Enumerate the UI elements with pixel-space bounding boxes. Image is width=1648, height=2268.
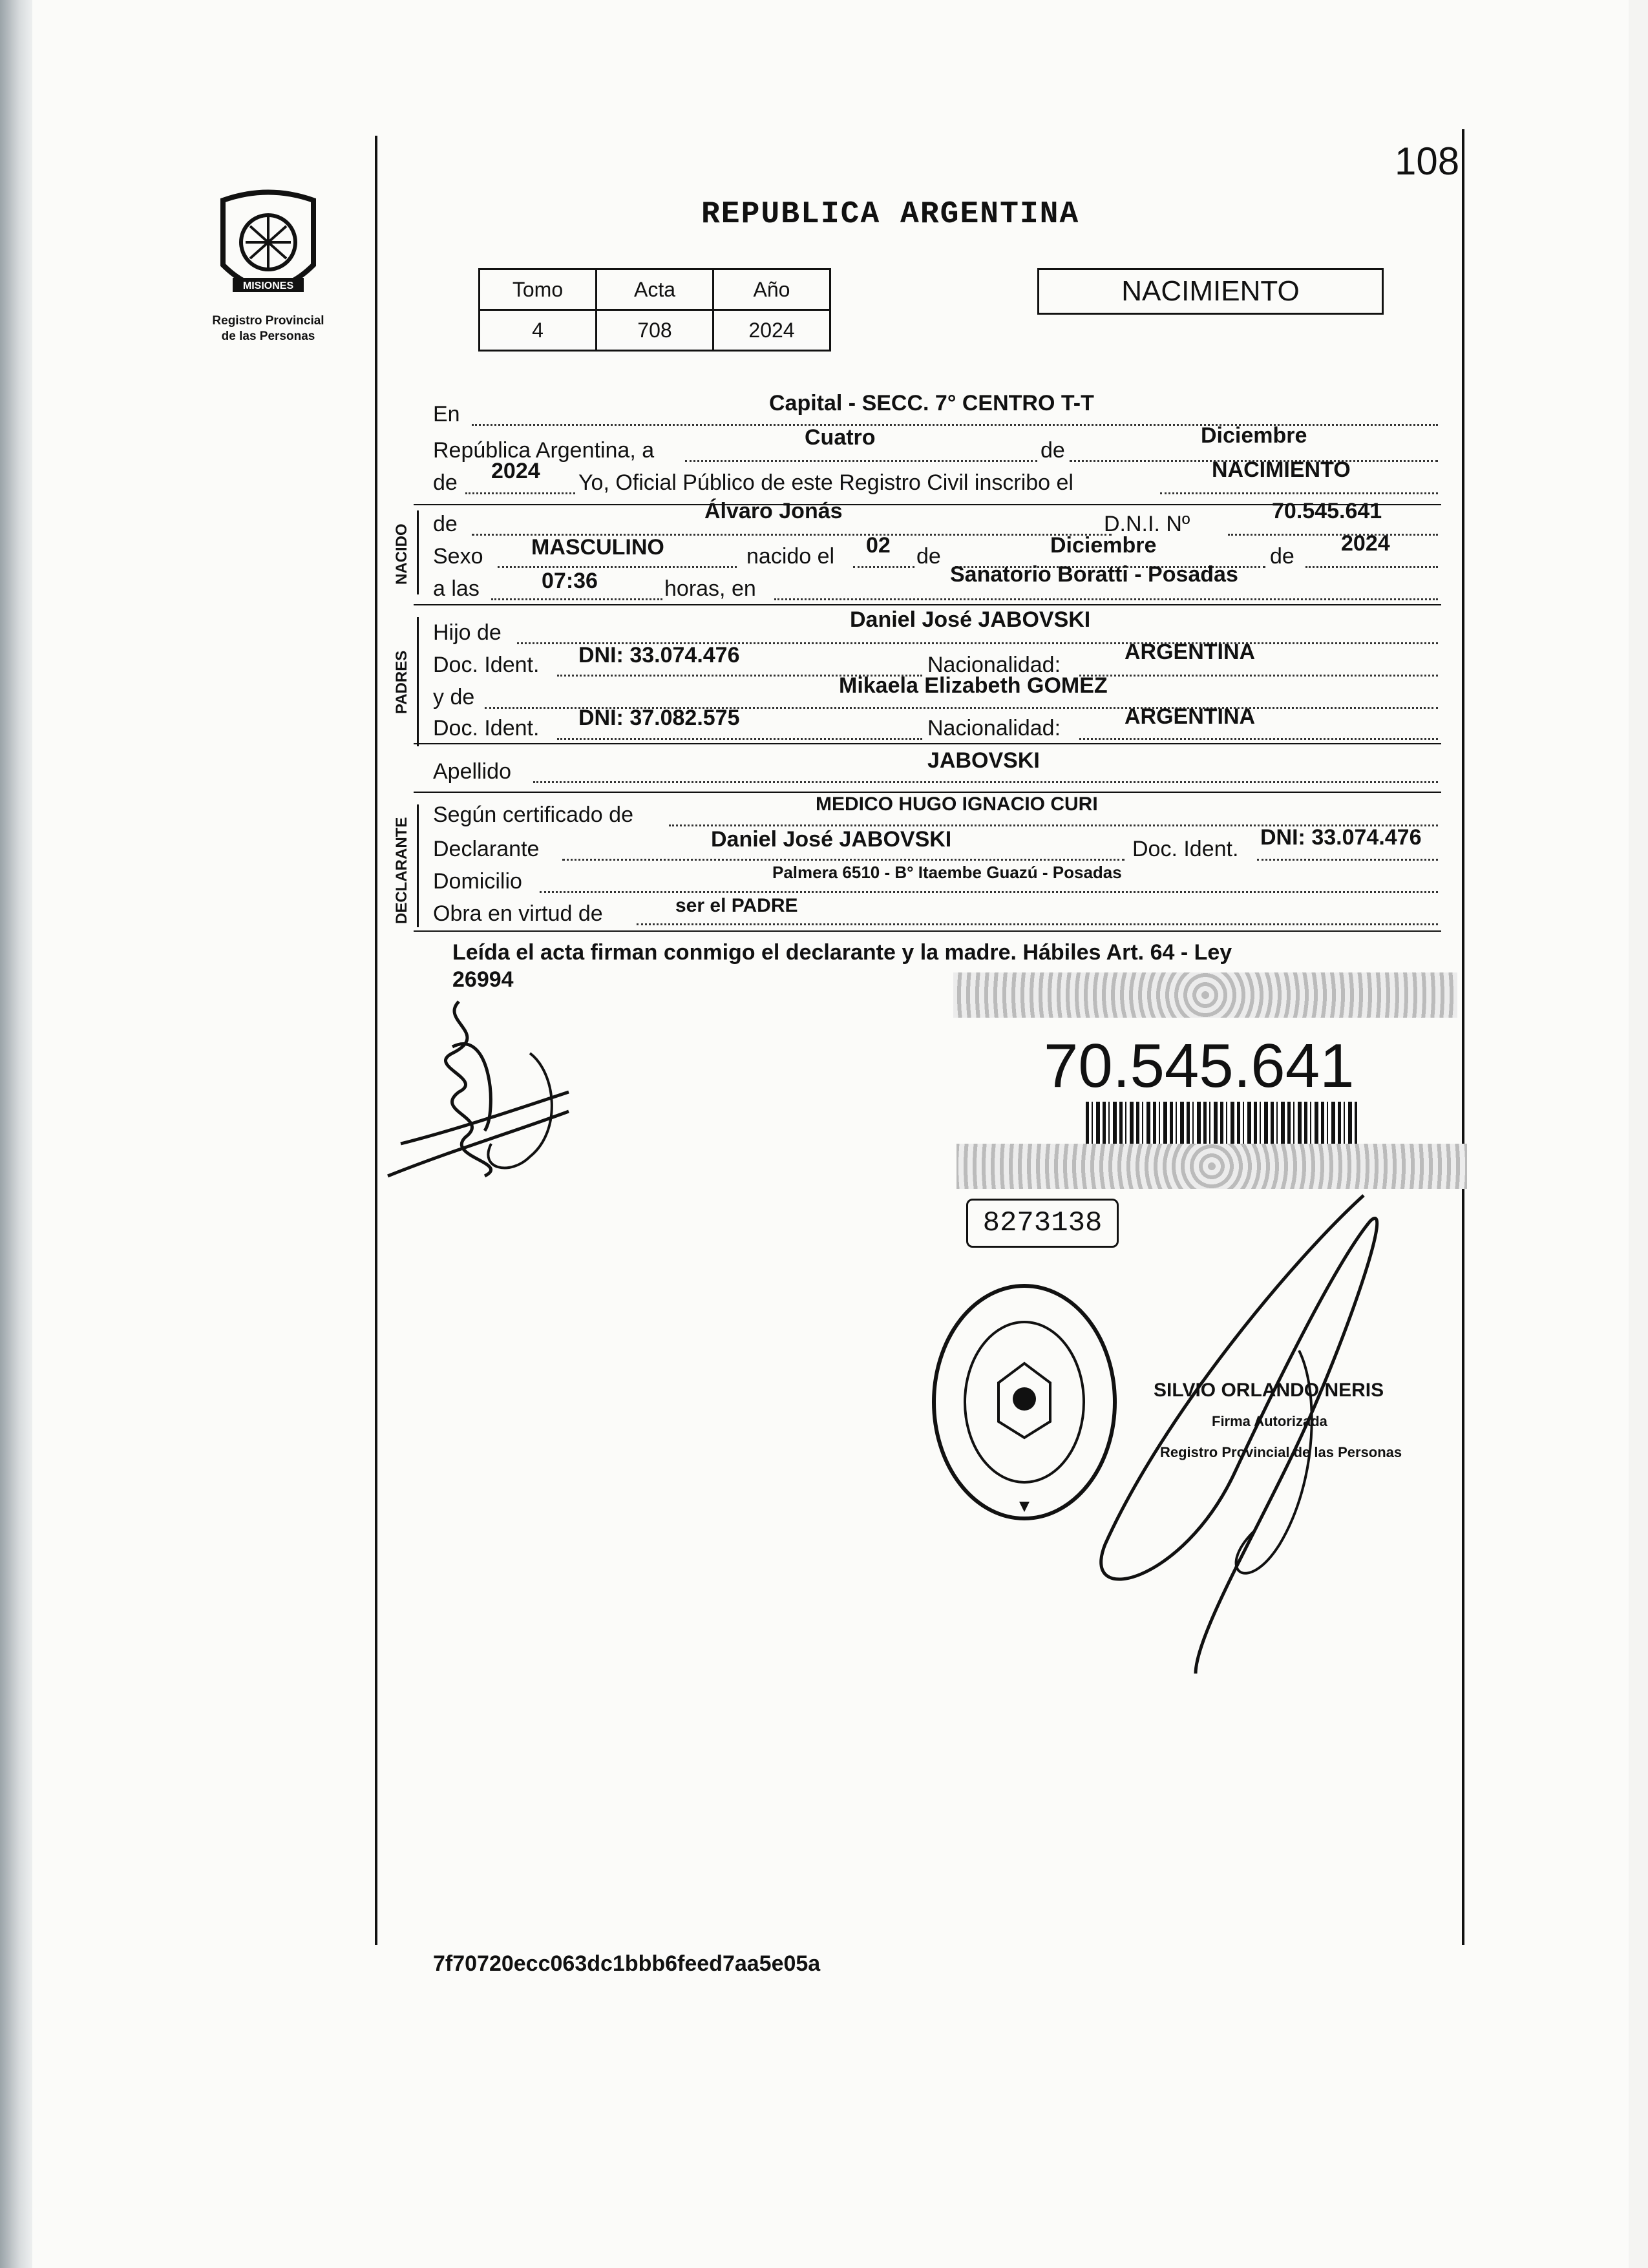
coat-of-arms-icon: [210, 187, 326, 310]
label-de-anio: de: [433, 470, 458, 495]
value-lugar-nac: Sanatorio Boratti - Posadas: [950, 562, 1238, 587]
dotted-line: [533, 781, 1438, 783]
dotted-line: [540, 890, 1438, 893]
value-tomo: 4: [480, 310, 597, 351]
label-doc-ident-declarante: Doc. Ident.: [1132, 837, 1239, 861]
value-sexo: MASCULINO: [531, 535, 664, 560]
header-acta: Acta: [597, 269, 713, 310]
label-a-las: a las: [433, 576, 480, 601]
dotted-line: [562, 858, 1125, 861]
header-anio: Año: [713, 269, 830, 310]
dotted-line: [1079, 674, 1438, 677]
dotted-line: [637, 923, 1438, 925]
value-padre-nac: ARGENTINA: [1125, 640, 1256, 664]
document-title: REPUBLICA ARGENTINA: [701, 197, 1080, 232]
value-acta: 708: [597, 310, 713, 351]
label-nacionalidad-madre: Nacionalidad:: [927, 716, 1061, 740]
crest-text: MISIONES: [242, 280, 294, 291]
value-madre-nac: ARGENTINA: [1125, 704, 1256, 729]
right-margin-line: [1462, 129, 1464, 1945]
separator-line: [414, 743, 1441, 744]
value-declarante-dni: DNI: 33.074.476: [1260, 825, 1422, 850]
label-de: de: [1041, 438, 1065, 463]
label-doc-ident-padre: Doc. Ident.: [433, 653, 540, 677]
separator-line: [414, 930, 1441, 932]
security-band-top: [953, 972, 1457, 1018]
separator-line: [414, 604, 1441, 605]
page-number: 108: [1395, 140, 1460, 183]
dotted-line: [1079, 737, 1438, 740]
signer-name: SILVIO ORLANDO NERIS: [1154, 1380, 1384, 1401]
label-republica: República Argentina, a: [433, 438, 655, 463]
value-nombre: Álvaro Jonás: [704, 499, 843, 523]
value-certificado: MEDICO HUGO IGNACIO CURI: [816, 793, 1098, 815]
value-dia-nac: 02: [866, 533, 891, 558]
label-declarante: Declarante: [433, 837, 540, 861]
label-hijo-de: Hijo de: [433, 620, 502, 645]
dotted-line: [491, 598, 662, 600]
header-tomo: Tomo: [480, 269, 597, 310]
dotted-line: [774, 598, 1438, 600]
signer-office: Registro Provincial de las Personas: [1160, 1444, 1402, 1460]
dotted-line: [853, 565, 914, 568]
section-bracket: [417, 804, 419, 927]
value-madre-dni: DNI: 37.082.575: [578, 706, 740, 730]
side-label-padres: PADRES: [393, 650, 410, 714]
dotted-line: [557, 737, 922, 740]
value-mes-nac: Diciembre: [1050, 533, 1157, 558]
label-apellido: Apellido: [433, 759, 511, 784]
side-label-nacido: NACIDO: [393, 523, 410, 585]
document-hash: 7f70720ecc063dc1bbb6feed7aa5e05a: [433, 1951, 821, 1976]
value-anio: 2024: [713, 310, 830, 351]
separator-line: [414, 792, 1441, 793]
label-de-mes: de: [916, 544, 941, 569]
dotted-line: [1160, 492, 1438, 494]
value-domicilio: Palmera 6510 - B° Itaembe Guazú - Posadas: [772, 863, 1122, 882]
label-nacionalidad-padre: Nacionalidad:: [927, 653, 1061, 677]
registry-logo: [191, 187, 346, 344]
label-yo: Yo, Oficial Público de este Registro Civil inscribo el: [578, 470, 1073, 495]
value-apellido: JABOVSKI: [927, 748, 1040, 773]
label-obra: Obra en virtud de: [433, 901, 603, 926]
label-sexo: Sexo: [433, 544, 483, 569]
label-horas-en: horas, en: [664, 576, 756, 601]
label-doc-ident-madre: Doc. Ident.: [433, 716, 540, 740]
registry-table: [478, 268, 831, 352]
logo-caption-1: Registro Provincial: [212, 314, 324, 328]
dotted-line: [685, 459, 1037, 462]
label-de-anio-nac: de: [1270, 544, 1294, 569]
value-anio-nac: 2024: [1341, 531, 1390, 556]
value-dni: 70.545.641: [1272, 499, 1382, 523]
signer-role: Firma Autorizada: [1212, 1413, 1327, 1429]
serial-number: 8273138: [966, 1199, 1119, 1248]
declarant-signature: [362, 982, 595, 1215]
value-mes: Diciembre: [1201, 423, 1307, 448]
scan-edge: [0, 0, 32, 2268]
label-segun-certificado: Según certificado de: [433, 803, 633, 827]
value-dia: Cuatro: [805, 425, 876, 450]
dotted-line: [465, 492, 575, 494]
logo-caption-2: de las Personas: [221, 330, 315, 343]
dni-big-number: 70.545.641: [1044, 1031, 1355, 1100]
section-bracket: [417, 510, 419, 594]
closing-law: 26994: [452, 967, 514, 992]
closing-text: Leída el acta firman conmigo el declarante y la madre. Hábiles Art. 64 - Ley: [452, 940, 1232, 965]
label-dni: D.N.I. Nº: [1104, 512, 1190, 536]
section-bracket: [417, 617, 419, 746]
dotted-line: [498, 565, 737, 568]
label-nombre-de: de: [433, 512, 458, 536]
label-en: En: [433, 402, 460, 426]
value-madre: Mikaela Elizabeth GOMEZ: [839, 673, 1108, 698]
value-obra: ser el PADRE: [675, 895, 798, 916]
value-hora: 07:36: [542, 569, 598, 593]
value-padre-dni: DNI: 33.074.476: [578, 643, 740, 667]
value-lugar: Capital - SECC. 7° CENTRO T-T: [769, 391, 1094, 415]
dotted-line: [1305, 565, 1438, 568]
label-nacido-el: nacido el: [746, 544, 835, 569]
dotted-line: [1228, 533, 1438, 536]
side-label-declarante: DECLARANTE: [393, 817, 410, 924]
dotted-line: [1257, 858, 1438, 861]
value-inscripcion: NACIMIENTO: [1212, 457, 1351, 482]
official-signature: [1086, 1182, 1448, 1699]
label-y-de: y de: [433, 685, 475, 709]
label-domicilio: Domicilio: [433, 869, 522, 894]
act-type-box: NACIMIENTO: [1037, 268, 1384, 315]
value-anio: 2024: [491, 459, 540, 483]
value-declarante: Daniel José JABOVSKI: [711, 827, 952, 852]
value-padre: Daniel José JABOVSKI: [850, 607, 1091, 632]
